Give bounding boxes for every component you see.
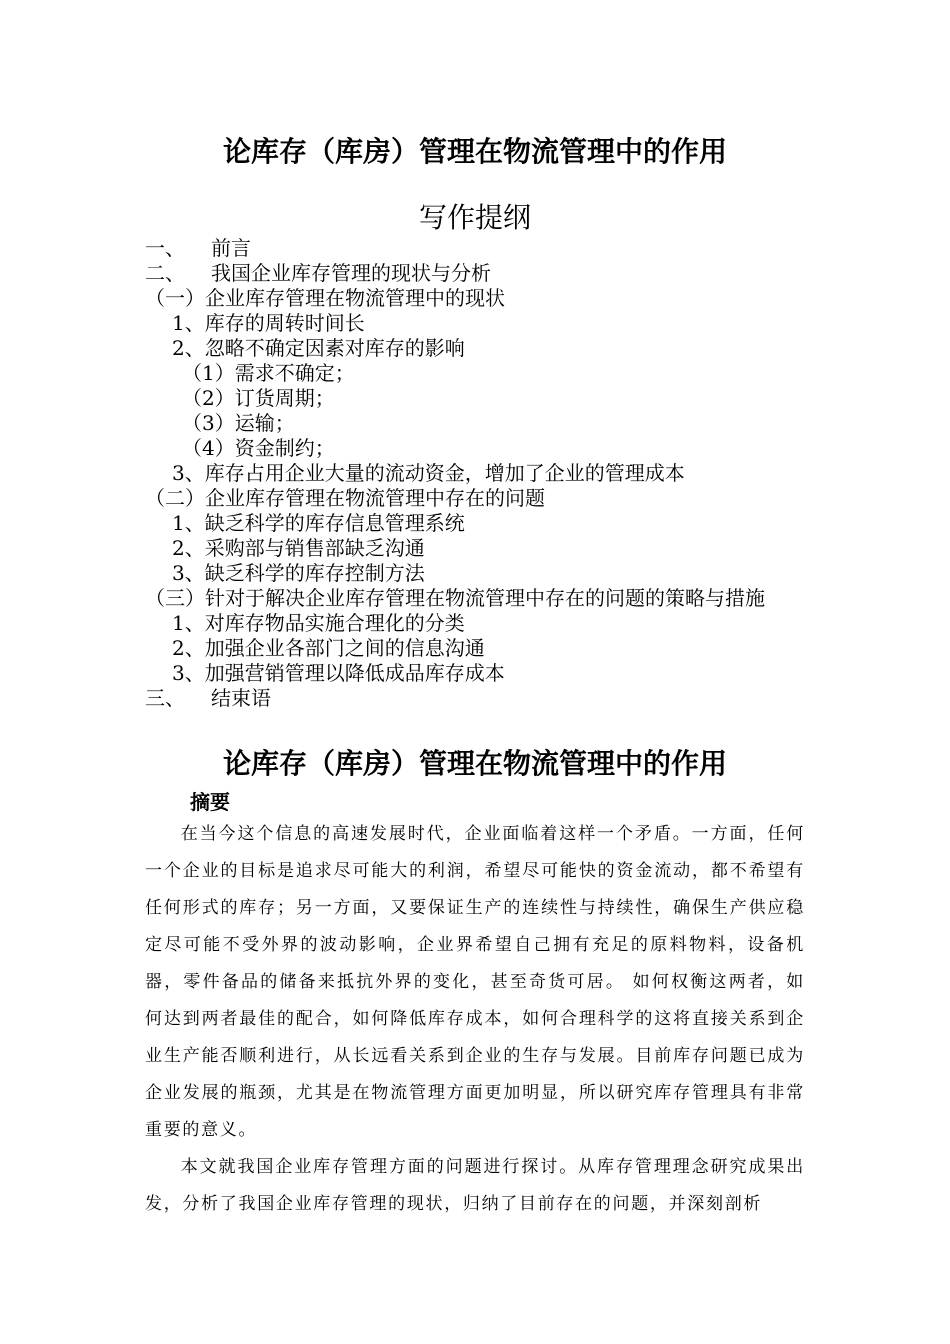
outline-list [145, 236, 825, 711]
outline-item: 2、忽略不确定因素对库存的影响 [172, 336, 465, 360]
document-title: 论库存（库房）管理在物流管理中的作用 [222, 135, 727, 168]
outline-item: 3、库存占用企业大量的流动资金，增加了企业的管理成本 [172, 461, 685, 485]
outline-item [145, 261, 825, 286]
outline-item-text: 前言 [211, 236, 251, 260]
outline-item-text: 结束语 [211, 686, 271, 710]
outline-item: 3、加强营销管理以降低成品库存成本 [172, 661, 505, 685]
outline-title: 写作提纲 [418, 201, 531, 234]
outline-item: 1、缺乏科学的库存信息管理系统 [172, 511, 465, 535]
outline-item: （1）需求不确定； [182, 361, 355, 385]
outline-item: 3、缺乏科学的库存控制方法 [172, 561, 425, 585]
outline-item: （二）企业库存管理在物流管理中存在的问题 [145, 486, 545, 510]
outline-item: （3）运输； [182, 411, 295, 435]
outline-item: （一）企业库存管理在物流管理中的现状 [145, 286, 505, 310]
outline-item [145, 236, 825, 261]
outline-item-text: 我国企业库存管理的现状与分析 [211, 261, 491, 285]
outline-item: 1、库存的周转时间长 [172, 311, 365, 335]
outline-item: 1、对库存物品实施合理化的分类 [172, 611, 465, 635]
outline-item [145, 686, 825, 711]
abstract-body [145, 816, 805, 1223]
outline-item: 2、采购部与销售部缺乏沟通 [172, 536, 425, 560]
outline-item: 2、加强企业各部门之间的信息沟通 [172, 636, 485, 660]
abstract-paragraph: 本文就我国企业库存管理方面的问题进行探讨。从库存管理理念研究成果出发，分析了我国企业库存管理的现状，归纳了目前存在的问题，并深刻剖析 [145, 1157, 805, 1214]
outline-item: （2）订货周期； [182, 386, 335, 410]
abstract-heading: 摘要 [190, 790, 230, 814]
article-title: 论库存（库房）管理在物流管理中的作用 [222, 747, 727, 780]
outline-item: （4）资金制约； [182, 436, 335, 460]
outline-item-number: 一、 [145, 236, 185, 260]
abstract-paragraph: 在当今这个信息的高速发展时代，企业面临着这样一个矛盾。一方面，任何一个企业的目标是追求尽可能大的利润，希望尽可能快的资金流动，都不希望有任何形式的库存；另一方面，又要保证生产的连续性与持续性，确保生产供应稳定尽可能不受外界的波动影响，企业界希望自己拥有充足的原料物料，设备机器，零件备品的储备来抵抗外界的变化，甚至奇货可居。 如何权衡这两者，如何达到两者最佳的配合，如何降低库存成本，如何合理科学的这将直接关系到企业生产能否顺利进行，从长远看关系到企业的生存与发展。目前库存问题已成为企业发展的瓶颈，尤其是在物流管理方面更加明显，所以研究库存管理具有非常重要的意义。 [145, 824, 805, 1140]
outline-item: （三）针对于解决企业库存管理在物流管理中存在的问题的策略与措施 [145, 586, 765, 610]
outline-item-number: 二、 [145, 261, 185, 285]
outline-item-number: 三、 [145, 686, 185, 710]
